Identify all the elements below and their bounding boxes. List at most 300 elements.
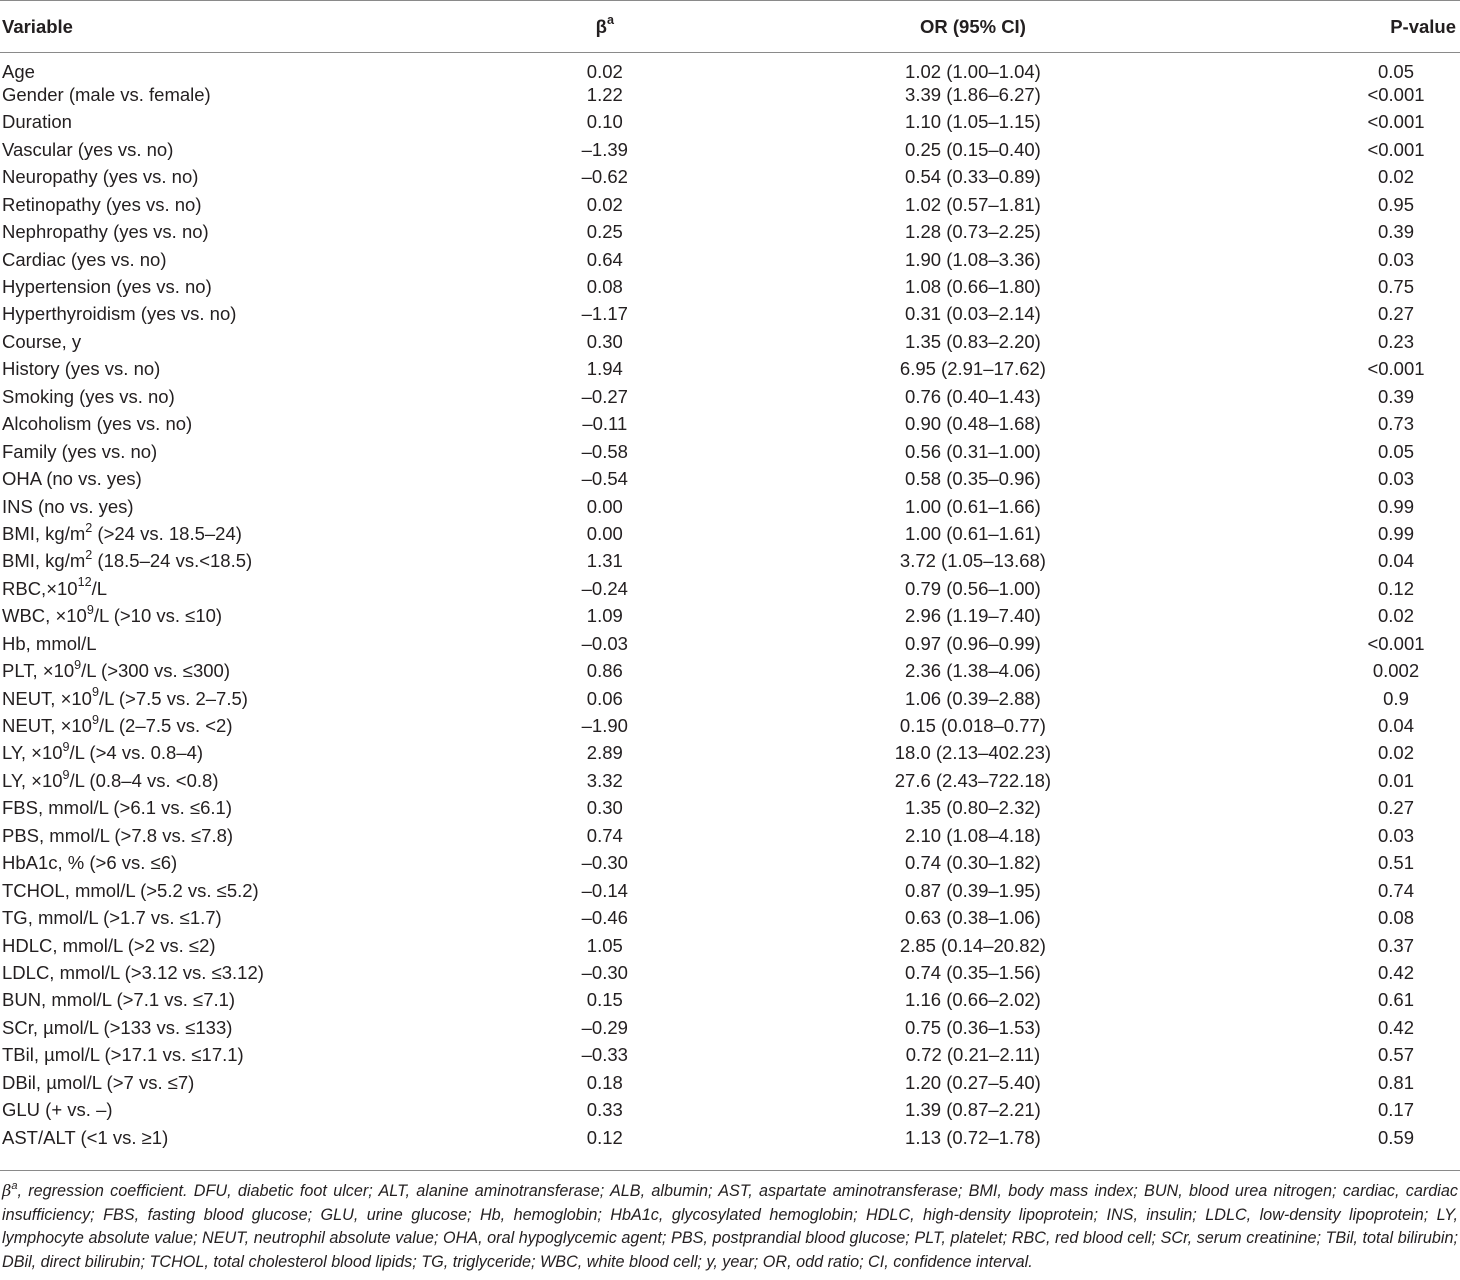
table-row bbox=[0, 1069, 1460, 1096]
cell-or-ci: 1.90 (1.08–3.36) bbox=[905, 248, 1041, 270]
cell-variable bbox=[0, 658, 471, 685]
header-variable: Variable bbox=[0, 1, 471, 53]
cell-variable bbox=[0, 411, 471, 438]
p-value-text: 0.37 bbox=[1377, 934, 1414, 956]
cell-p-value bbox=[1207, 685, 1460, 712]
cell-p-value bbox=[1207, 932, 1460, 959]
p-value-text: 0.08 bbox=[1377, 907, 1414, 929]
table-row bbox=[0, 658, 1460, 685]
variable-name: BMI, kg/m bbox=[2, 522, 86, 544]
cell-or-ci: 0.58 (0.35–0.96) bbox=[905, 468, 1041, 490]
cell-variable bbox=[0, 53, 471, 82]
cell-beta: 1.09 bbox=[586, 605, 623, 627]
variable-suffix: /L (2–7.5 vs. <2) bbox=[98, 715, 233, 737]
table-row bbox=[0, 274, 1460, 301]
p-value-text: 0.9 bbox=[1383, 687, 1409, 709]
header-beta bbox=[471, 1, 739, 53]
p-value-text: 0.99 bbox=[1377, 522, 1414, 544]
table-row bbox=[0, 438, 1460, 465]
p-value-text: 0.04 bbox=[1377, 715, 1414, 737]
cell-variable bbox=[0, 960, 471, 987]
cell-p-value bbox=[1207, 411, 1460, 438]
p-value-text: 0.61 bbox=[1377, 989, 1414, 1011]
cell-or-ci: 1.02 (1.00–1.04) bbox=[905, 61, 1041, 82]
cell-or-ci: 2.96 (1.19–7.40) bbox=[905, 605, 1041, 627]
variable-name: Hyperthyroidism (yes vs. no) bbox=[2, 303, 237, 325]
cell-variable bbox=[0, 466, 471, 493]
variable-name: Alcoholism (yes vs. no) bbox=[2, 413, 193, 435]
table-row bbox=[0, 1014, 1460, 1041]
p-value-text: 0.95 bbox=[1377, 193, 1414, 215]
table-row bbox=[0, 109, 1460, 136]
cell-p-value bbox=[1207, 767, 1460, 794]
footnote-beta-superscript: a bbox=[11, 1179, 18, 1192]
cell-p-value bbox=[1207, 987, 1460, 1014]
cell-p-value bbox=[1207, 164, 1460, 191]
cell-variable bbox=[0, 767, 471, 794]
variable-name: HbA1c, % (>6 vs. ≤6) bbox=[2, 852, 178, 874]
cell-or-ci: 0.15 (0.018–0.77) bbox=[899, 715, 1046, 737]
cell-beta: 0.06 bbox=[586, 687, 623, 709]
cell-beta: –0.11 bbox=[582, 413, 628, 435]
cell-p-value bbox=[1207, 328, 1460, 355]
table-row bbox=[0, 328, 1460, 355]
cell-p-value bbox=[1207, 1042, 1460, 1069]
table-row bbox=[0, 466, 1460, 493]
cell-beta: –0.30 bbox=[581, 961, 628, 983]
cell-variable bbox=[0, 82, 471, 109]
variable-name: Retinopathy (yes vs. no) bbox=[2, 193, 202, 215]
variable-superscript: 2 bbox=[85, 520, 93, 535]
p-value-text: <0.001 bbox=[1367, 83, 1425, 105]
cell-or-ci: 18.0 (2.13–402.23) bbox=[894, 742, 1052, 764]
cell-beta: –0.62 bbox=[581, 166, 628, 188]
variable-name: TG, mmol/L (>1.7 vs. ≤1.7) bbox=[2, 907, 222, 929]
p-value-text: 0.01 bbox=[1377, 769, 1414, 791]
cell-beta: 2.89 bbox=[586, 742, 623, 764]
p-value-text: 0.51 bbox=[1377, 852, 1414, 874]
cell-p-value bbox=[1207, 521, 1460, 548]
cell-or-ci: 6.95 (2.91–17.62) bbox=[899, 358, 1046, 380]
table-row bbox=[0, 521, 1460, 548]
cell-variable bbox=[0, 164, 471, 191]
cell-or-ci: 1.35 (0.83–2.20) bbox=[905, 330, 1041, 352]
variable-suffix: /L bbox=[91, 577, 108, 599]
p-value-text: <0.001 bbox=[1367, 138, 1425, 160]
cell-beta: 0.33 bbox=[586, 1099, 623, 1121]
cell-beta: –1.90 bbox=[581, 715, 628, 737]
cell-or-ci: 0.97 (0.96–0.99) bbox=[905, 632, 1041, 654]
cell-beta: 0.30 bbox=[586, 797, 623, 819]
variable-name: AST/ALT (<1 vs. ≥1) bbox=[2, 1126, 169, 1148]
cell-p-value bbox=[1207, 713, 1460, 740]
cell-beta: 0.02 bbox=[586, 193, 623, 215]
variable-name: OHA (no vs. yes) bbox=[2, 468, 142, 490]
p-value-text: 0.04 bbox=[1377, 550, 1414, 572]
p-value-text: 0.002 bbox=[1372, 660, 1420, 682]
cell-p-value bbox=[1207, 630, 1460, 657]
table-row bbox=[0, 82, 1460, 109]
cell-or-ci: 0.56 (0.31–1.00) bbox=[905, 440, 1041, 462]
table-row bbox=[0, 493, 1460, 520]
cell-p-value bbox=[1207, 274, 1460, 301]
p-value-text: 0.73 bbox=[1377, 413, 1414, 435]
cell-beta: –0.33 bbox=[581, 1044, 628, 1066]
cell-variable bbox=[0, 1069, 471, 1096]
table-row bbox=[0, 795, 1460, 822]
cell-or-ci: 1.16 (0.66–2.02) bbox=[905, 989, 1041, 1011]
cell-beta: –0.30 bbox=[581, 852, 628, 874]
header-or: OR (95% CI) bbox=[739, 1, 1207, 53]
variable-name: LY, ×10 bbox=[2, 769, 63, 791]
variable-suffix: /L (>7.5 vs. 2–7.5) bbox=[98, 687, 248, 709]
cell-variable bbox=[0, 438, 471, 465]
cell-variable bbox=[0, 136, 471, 163]
cell-p-value bbox=[1207, 53, 1460, 82]
table-row bbox=[0, 191, 1460, 218]
p-value-text: 0.03 bbox=[1377, 248, 1414, 270]
table-row bbox=[0, 932, 1460, 959]
cell-p-value bbox=[1207, 548, 1460, 575]
variable-name: Smoking (yes vs. no) bbox=[2, 385, 175, 407]
cell-beta: 1.31 bbox=[586, 550, 623, 572]
variable-suffix: (18.5–24 vs.<18.5) bbox=[92, 550, 253, 572]
cell-beta: 1.05 bbox=[586, 934, 623, 956]
p-value-text: <0.001 bbox=[1367, 632, 1425, 654]
table-row bbox=[0, 383, 1460, 410]
cell-or-ci: 1.28 (0.73–2.25) bbox=[905, 221, 1041, 243]
p-value-text: 0.02 bbox=[1377, 166, 1414, 188]
variable-suffix: /L (>300 vs. ≤300) bbox=[81, 660, 230, 682]
cell-p-value bbox=[1207, 822, 1460, 849]
table-row bbox=[0, 356, 1460, 383]
cell-beta: 0.00 bbox=[586, 495, 623, 517]
cell-variable bbox=[0, 1124, 471, 1151]
variable-superscript: 9 bbox=[86, 602, 94, 617]
cell-variable bbox=[0, 603, 471, 630]
p-value-text: <0.001 bbox=[1367, 111, 1425, 133]
cell-or-ci: 0.63 (0.38–1.06) bbox=[905, 907, 1041, 929]
variable-name: Cardiac (yes vs. no) bbox=[2, 248, 167, 270]
cell-p-value bbox=[1207, 356, 1460, 383]
cell-or-ci: 1.08 (0.66–1.80) bbox=[905, 276, 1041, 298]
variable-superscript: 9 bbox=[91, 712, 99, 727]
cell-beta: –0.46 bbox=[581, 907, 628, 929]
cell-or-ci: 1.00 (0.61–1.61) bbox=[905, 522, 1041, 544]
variable-name: PLT, ×10 bbox=[2, 660, 75, 682]
header-row bbox=[0, 1, 1460, 53]
table-row bbox=[0, 53, 1460, 82]
cell-or-ci: 0.74 (0.30–1.82) bbox=[905, 852, 1041, 874]
cell-p-value bbox=[1207, 795, 1460, 822]
variable-name: Duration bbox=[2, 111, 72, 133]
table-row bbox=[0, 987, 1460, 1014]
cell-p-value bbox=[1207, 905, 1460, 932]
table-row bbox=[0, 164, 1460, 191]
cell-variable bbox=[0, 383, 471, 410]
cell-variable bbox=[0, 630, 471, 657]
cell-beta: –0.27 bbox=[581, 385, 628, 407]
cell-beta: 0.12 bbox=[586, 1126, 623, 1148]
cell-beta: 0.25 bbox=[586, 221, 623, 243]
cell-or-ci: 2.36 (1.38–4.06) bbox=[905, 660, 1041, 682]
cell-variable bbox=[0, 685, 471, 712]
p-value-text: 0.42 bbox=[1377, 961, 1414, 983]
cell-p-value bbox=[1207, 191, 1460, 218]
cell-p-value bbox=[1207, 1069, 1460, 1096]
cell-beta: –0.24 bbox=[581, 577, 628, 599]
variable-suffix: /L (0.8–4 vs. <0.8) bbox=[69, 769, 219, 791]
cell-beta: –0.58 bbox=[581, 440, 628, 462]
cell-p-value bbox=[1207, 575, 1460, 602]
table-row bbox=[0, 630, 1460, 657]
cell-or-ci: 1.39 (0.87–2.21) bbox=[905, 1099, 1041, 1121]
variable-name: TCHOL, mmol/L (>5.2 vs. ≤5.2) bbox=[2, 879, 259, 901]
table-row bbox=[0, 246, 1460, 273]
variable-name: Gender (male vs. female) bbox=[2, 83, 211, 105]
table-body bbox=[0, 53, 1460, 1152]
variable-name: Neuropathy (yes vs. no) bbox=[2, 166, 199, 188]
cell-variable bbox=[0, 274, 471, 301]
cell-beta: 0.10 bbox=[586, 111, 623, 133]
table-row bbox=[0, 301, 1460, 328]
cell-or-ci: 0.54 (0.33–0.89) bbox=[905, 166, 1041, 188]
cell-beta: 1.94 bbox=[586, 358, 623, 380]
variable-superscript: 9 bbox=[62, 740, 70, 755]
variable-name: Hb, mmol/L bbox=[2, 632, 97, 654]
variable-name: NEUT, ×10 bbox=[2, 715, 92, 737]
cell-beta: –0.54 bbox=[581, 468, 628, 490]
p-value-text: 0.57 bbox=[1377, 1044, 1414, 1066]
cell-or-ci: 0.31 (0.03–2.14) bbox=[905, 303, 1041, 325]
table-row bbox=[0, 877, 1460, 904]
cell-variable bbox=[0, 822, 471, 849]
footnote-beta-symbol: β bbox=[2, 1181, 12, 1200]
header-beta-symbol: β bbox=[595, 15, 607, 37]
p-value-text: 0.03 bbox=[1377, 824, 1414, 846]
cell-or-ci: 1.10 (1.05–1.15) bbox=[905, 111, 1041, 133]
p-value-text: 0.05 bbox=[1377, 61, 1414, 82]
cell-beta: –1.17 bbox=[581, 303, 628, 325]
footnote-text: , regression coefficient. DFU, diabetic foot ulcer; ALT, alanine aminotransferase; ALB, albumin; AST, aspartate aminotransferase; BMI, body mass index; BUN, blood urea nitrogen; cardiac, cardiac insufficiency; FBS, fasting blood glucose; GLU, urine glucose; Hb, hemoglobin; HbA1c, glycosylated hemoglobin; HDLC, high-density lipoprotein; INS, insulin; LDLC, low-density lipoprotein; LY, lymphocyte absolute value; NEUT, neutrophil absolute value; OHA, oral hypoglycemic agent; PBS, postprandial blood glucose; PLT, platelet; RBC, red blood cell; SCr, serum creatinine; TBil, total bilirubin; DBil, direct bilirubin; TCHOL, total cholesterol blood lipids; TG, triglyceride; WBC, white blood cell; y, year; OR, odd ratio; CI, confidence interval. bbox=[2, 1182, 1458, 1271]
cell-variable bbox=[0, 1042, 471, 1069]
variable-name: GLU (+ vs. –) bbox=[2, 1099, 113, 1121]
cell-variable bbox=[0, 521, 471, 548]
cell-or-ci: 0.90 (0.48–1.68) bbox=[905, 413, 1041, 435]
cell-variable bbox=[0, 795, 471, 822]
cell-variable bbox=[0, 713, 471, 740]
cell-or-ci: 1.20 (0.27–5.40) bbox=[905, 1071, 1041, 1093]
cell-beta: 0.18 bbox=[586, 1071, 623, 1093]
cell-variable bbox=[0, 1097, 471, 1124]
variable-name: History (yes vs. no) bbox=[2, 358, 161, 380]
variable-name: FBS, mmol/L (>6.1 vs. ≤6.1) bbox=[2, 797, 232, 819]
cell-beta: 0.08 bbox=[586, 276, 623, 298]
cell-variable bbox=[0, 575, 471, 602]
variable-name: TBil, µmol/L (>17.1 vs. ≤17.1) bbox=[2, 1044, 244, 1066]
p-value-text: 0.59 bbox=[1377, 1126, 1414, 1148]
cell-p-value bbox=[1207, 1014, 1460, 1041]
cell-or-ci: 1.13 (0.72–1.78) bbox=[905, 1126, 1041, 1148]
variable-name: BUN, mmol/L (>7.1 vs. ≤7.1) bbox=[2, 989, 236, 1011]
cell-p-value bbox=[1207, 1097, 1460, 1124]
cell-beta: 0.86 bbox=[586, 660, 623, 682]
header-p-value: P-value bbox=[1207, 1, 1460, 53]
table-header bbox=[0, 1, 1460, 53]
table-bottom-rule bbox=[0, 1170, 1460, 1171]
cell-p-value bbox=[1207, 603, 1460, 630]
p-value-text: 0.27 bbox=[1377, 797, 1414, 819]
cell-beta: 0.74 bbox=[586, 824, 623, 846]
cell-variable bbox=[0, 109, 471, 136]
table-row bbox=[0, 136, 1460, 163]
cell-or-ci: 0.87 (0.39–1.95) bbox=[905, 879, 1041, 901]
cell-p-value bbox=[1207, 466, 1460, 493]
table-row bbox=[0, 1042, 1460, 1069]
variable-name: NEUT, ×10 bbox=[2, 687, 92, 709]
cell-p-value bbox=[1207, 301, 1460, 328]
cell-variable bbox=[0, 905, 471, 932]
table-row bbox=[0, 740, 1460, 767]
cell-p-value bbox=[1207, 438, 1460, 465]
cell-or-ci: 1.00 (0.61–1.66) bbox=[905, 495, 1041, 517]
variable-name: DBil, µmol/L (>7 vs. ≤7) bbox=[2, 1071, 195, 1093]
cell-or-ci: 2.10 (1.08–4.18) bbox=[905, 824, 1041, 846]
cell-beta: 3.32 bbox=[586, 769, 623, 791]
cell-beta: –0.03 bbox=[581, 632, 628, 654]
table-row bbox=[0, 219, 1460, 246]
p-value-text: 0.27 bbox=[1377, 303, 1414, 325]
p-value-text: 0.02 bbox=[1377, 605, 1414, 627]
cell-or-ci: 1.02 (0.57–1.81) bbox=[905, 193, 1041, 215]
cell-p-value bbox=[1207, 219, 1460, 246]
cell-variable bbox=[0, 301, 471, 328]
variable-name: HDLC, mmol/L (>2 vs. ≤2) bbox=[2, 934, 216, 956]
cell-p-value bbox=[1207, 658, 1460, 685]
p-value-text: 0.39 bbox=[1377, 221, 1414, 243]
p-value-text: 0.03 bbox=[1377, 468, 1414, 490]
table-row bbox=[0, 685, 1460, 712]
variable-superscript: 9 bbox=[74, 657, 82, 672]
p-value-text: 0.39 bbox=[1377, 385, 1414, 407]
variable-name: PBS, mmol/L (>7.8 vs. ≤7.8) bbox=[2, 824, 234, 846]
cell-variable bbox=[0, 328, 471, 355]
cell-beta: –0.29 bbox=[581, 1016, 628, 1038]
p-value-text: 0.81 bbox=[1377, 1071, 1414, 1093]
table-row bbox=[0, 1097, 1460, 1124]
variable-suffix: (>24 vs. 18.5–24) bbox=[92, 522, 242, 544]
table-row bbox=[0, 767, 1460, 794]
cell-or-ci: 1.35 (0.80–2.32) bbox=[905, 797, 1041, 819]
variable-suffix: /L (>10 vs. ≤10) bbox=[93, 605, 223, 627]
table-row bbox=[0, 822, 1460, 849]
variable-suffix: /L (>4 vs. 0.8–4) bbox=[69, 742, 204, 764]
variable-name: LY, ×10 bbox=[2, 742, 63, 764]
p-value-text: 0.12 bbox=[1377, 577, 1414, 599]
table-row bbox=[0, 575, 1460, 602]
variable-name: INS (no vs. yes) bbox=[2, 495, 134, 517]
cell-p-value bbox=[1207, 877, 1460, 904]
variable-name: Nephropathy (yes vs. no) bbox=[2, 221, 209, 243]
variable-name: Hypertension (yes vs. no) bbox=[2, 276, 212, 298]
table-row bbox=[0, 960, 1460, 987]
cell-or-ci: 0.72 (0.21–2.11) bbox=[905, 1044, 1041, 1066]
cell-variable bbox=[0, 493, 471, 520]
cell-variable bbox=[0, 987, 471, 1014]
cell-beta: 0.15 bbox=[586, 989, 623, 1011]
cell-p-value bbox=[1207, 246, 1460, 273]
p-value-text: 0.02 bbox=[1377, 742, 1414, 764]
cell-variable bbox=[0, 1014, 471, 1041]
cell-variable bbox=[0, 548, 471, 575]
cell-p-value bbox=[1207, 850, 1460, 877]
variable-superscript: 9 bbox=[91, 685, 99, 700]
cell-variable bbox=[0, 932, 471, 959]
variable-superscript: 9 bbox=[62, 767, 70, 782]
cell-variable bbox=[0, 740, 471, 767]
table-row bbox=[0, 850, 1460, 877]
cell-p-value bbox=[1207, 109, 1460, 136]
p-value-text: 0.75 bbox=[1377, 276, 1414, 298]
cell-or-ci: 0.75 (0.36–1.53) bbox=[905, 1016, 1041, 1038]
table-row bbox=[0, 713, 1460, 740]
cell-variable bbox=[0, 219, 471, 246]
p-value-text: <0.001 bbox=[1367, 358, 1425, 380]
cell-or-ci: 2.85 (0.14–20.82) bbox=[899, 934, 1046, 956]
cell-beta: 0.64 bbox=[586, 248, 623, 270]
cell-variable bbox=[0, 850, 471, 877]
p-value-text: 0.42 bbox=[1377, 1016, 1414, 1038]
cell-p-value bbox=[1207, 960, 1460, 987]
variable-name: Age bbox=[2, 61, 35, 82]
cell-beta: –1.39 bbox=[581, 138, 628, 160]
cell-p-value bbox=[1207, 82, 1460, 109]
cell-or-ci: 0.79 (0.56–1.00) bbox=[905, 577, 1041, 599]
p-value-text: 0.23 bbox=[1377, 330, 1414, 352]
cell-beta: 0.30 bbox=[586, 330, 623, 352]
cell-or-ci: 0.74 (0.35–1.56) bbox=[905, 961, 1041, 983]
variable-name: RBC,×10 bbox=[2, 577, 78, 599]
variable-name: LDLC, mmol/L (>3.12 vs. ≤3.12) bbox=[2, 961, 264, 983]
cell-or-ci: 0.25 (0.15–0.40) bbox=[905, 138, 1041, 160]
p-value-text: 0.99 bbox=[1377, 495, 1414, 517]
cell-variable bbox=[0, 356, 471, 383]
p-value-text: 0.74 bbox=[1377, 879, 1414, 901]
variable-name: BMI, kg/m bbox=[2, 550, 86, 572]
variable-name: SCr, µmol/L (>133 vs. ≤133) bbox=[2, 1016, 233, 1038]
table-row bbox=[0, 905, 1460, 932]
table-footnote bbox=[2, 1179, 1458, 1274]
variable-name: Vascular (yes vs. no) bbox=[2, 138, 174, 160]
cell-p-value bbox=[1207, 1124, 1460, 1151]
p-value-text: 0.05 bbox=[1377, 440, 1414, 462]
cell-or-ci: 27.6 (2.43–722.18) bbox=[894, 769, 1052, 791]
table-row bbox=[0, 411, 1460, 438]
cell-p-value bbox=[1207, 136, 1460, 163]
variable-superscript: 2 bbox=[85, 548, 93, 562]
table-row bbox=[0, 1124, 1460, 1151]
table-row bbox=[0, 548, 1460, 575]
variable-superscript: 12 bbox=[77, 575, 92, 590]
cell-beta: –0.14 bbox=[581, 879, 628, 901]
cell-variable bbox=[0, 246, 471, 273]
cell-p-value bbox=[1207, 493, 1460, 520]
p-value-text: 0.17 bbox=[1377, 1099, 1414, 1121]
cell-or-ci: 3.39 (1.86–6.27) bbox=[905, 83, 1041, 105]
cell-p-value bbox=[1207, 740, 1460, 767]
cell-or-ci: 3.72 (1.05–13.68) bbox=[899, 550, 1046, 572]
variable-name: WBC, ×10 bbox=[2, 605, 87, 627]
